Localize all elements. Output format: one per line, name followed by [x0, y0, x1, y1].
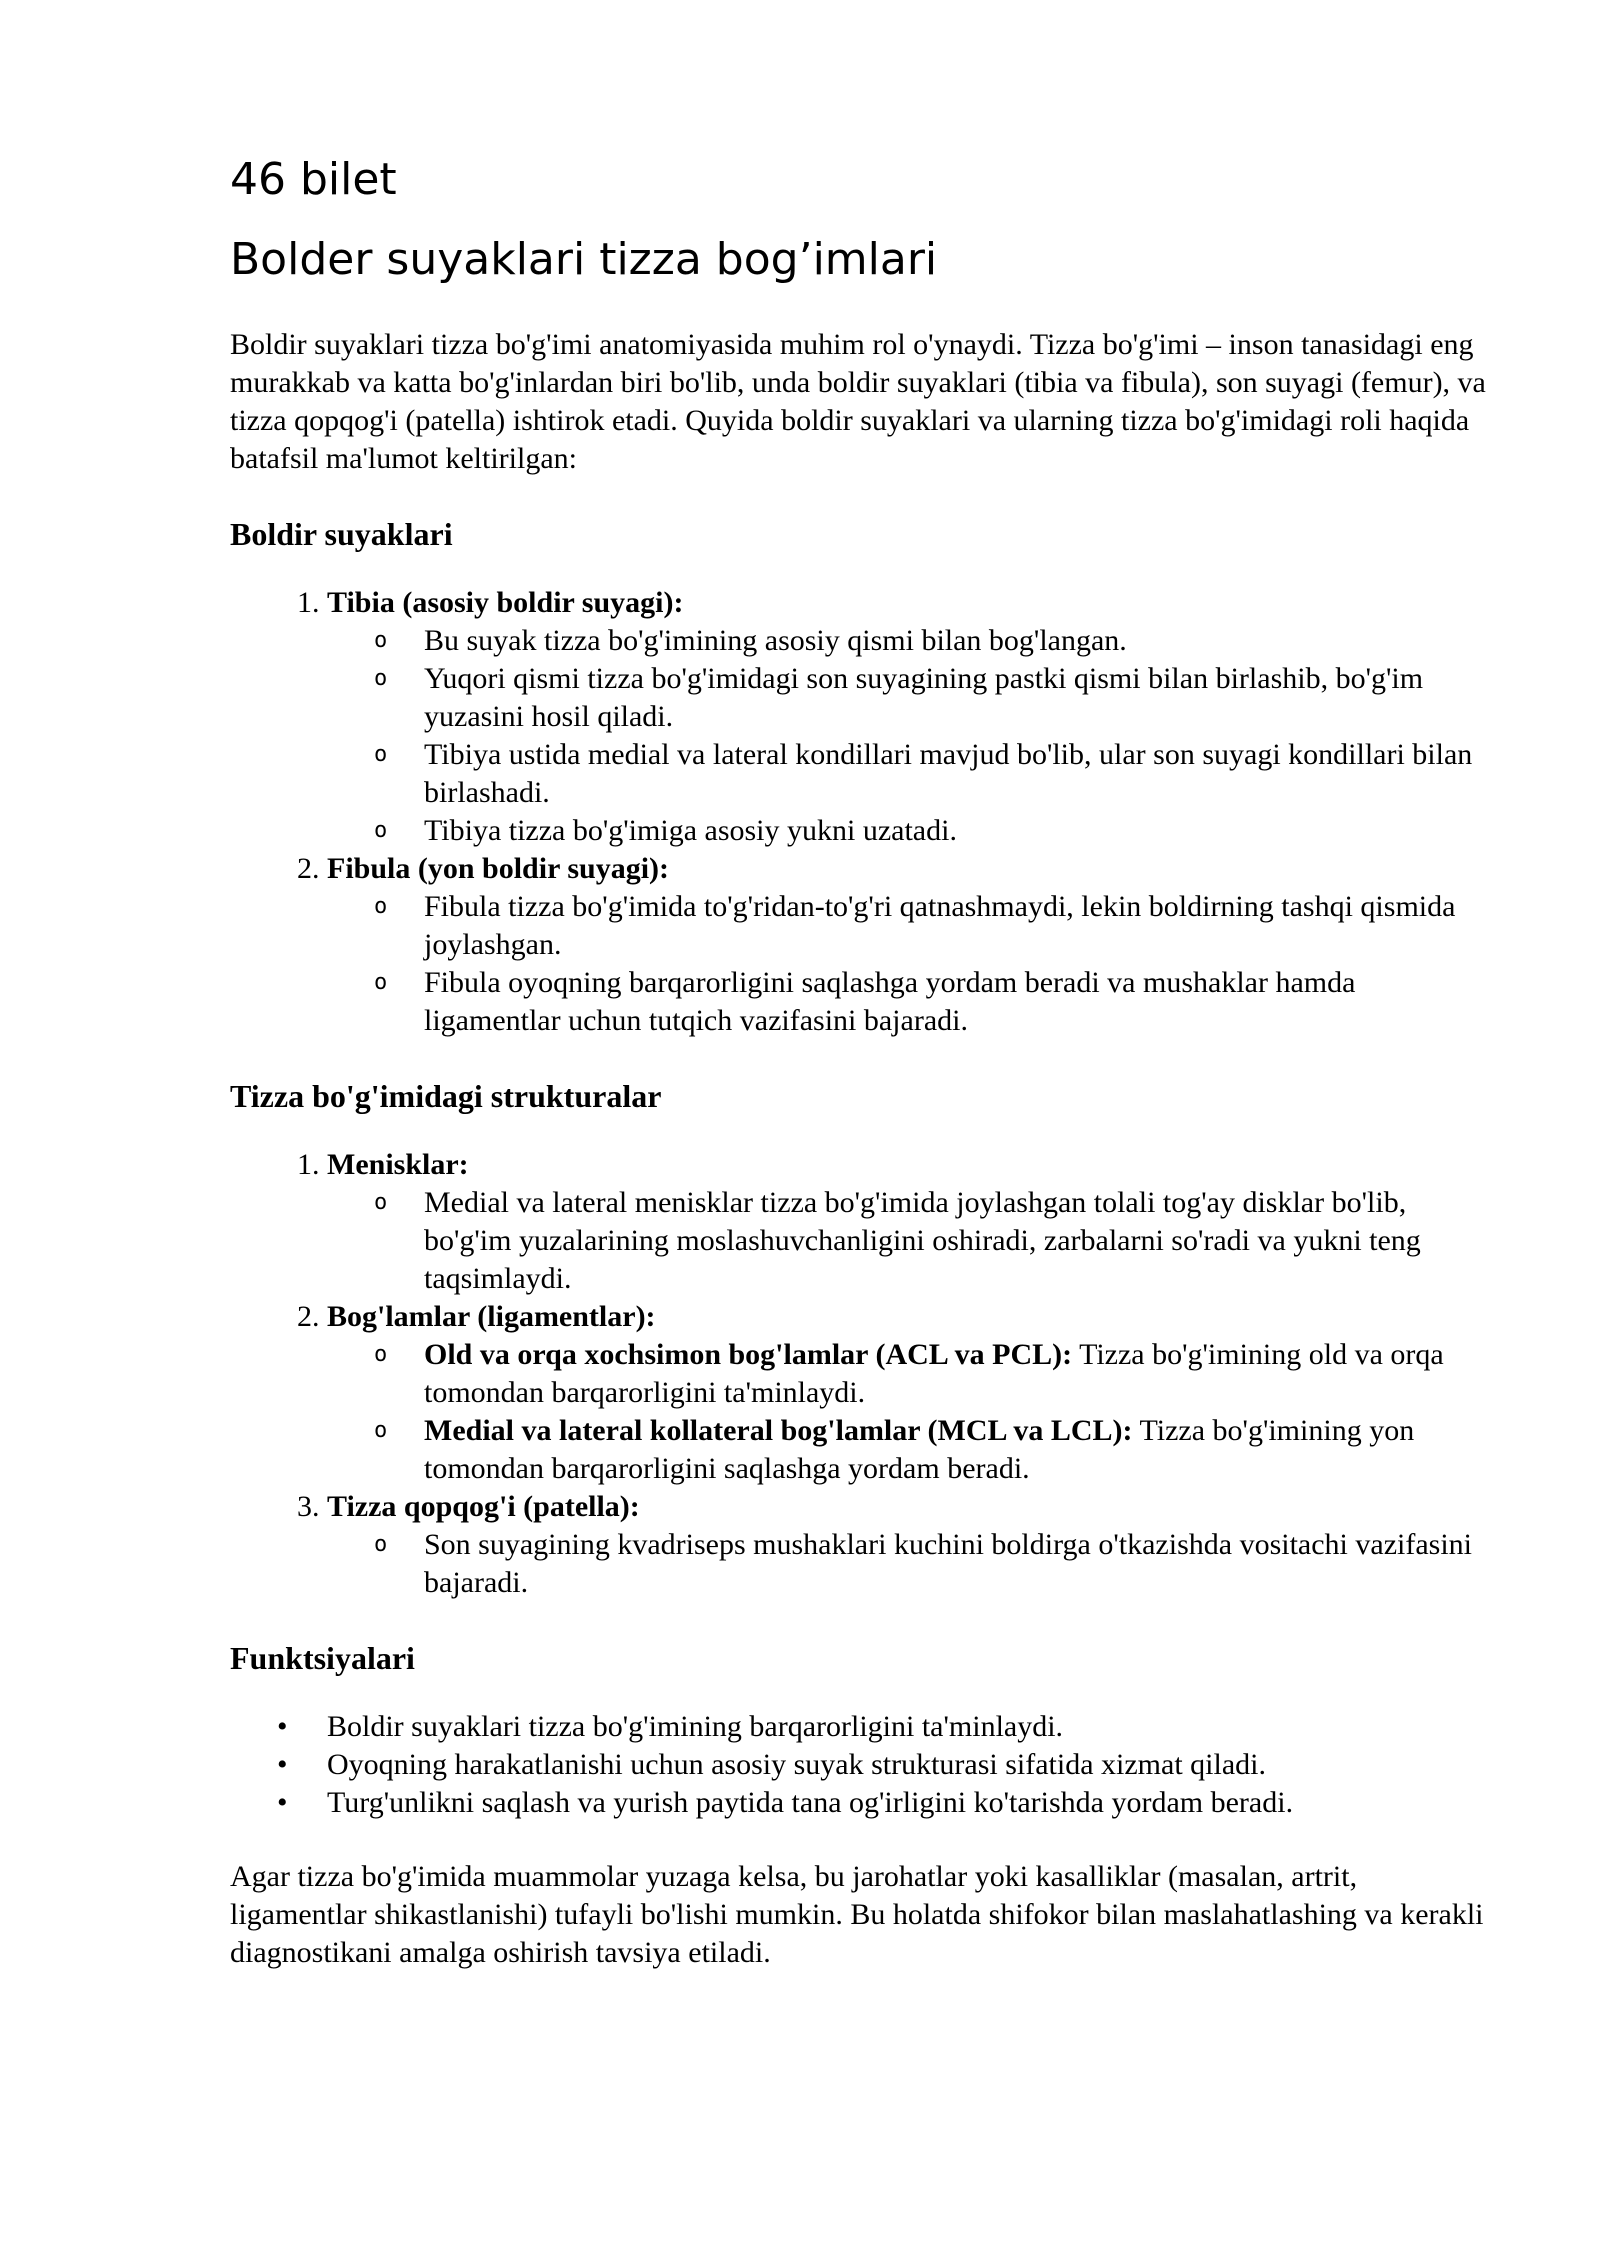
sub-list-item: o Medial va lateral menisklar tizza bo'g'imida joylashgan tolali tog'ay disklar bo'lib, bo'g'im yuzalarining moslashuvchanligini oshiradi, zarbalarni so'radi va yukni teng taqsimlaydi.	[424, 1184, 1490, 1298]
list-item	[327, 1146, 1490, 1298]
sub-list-item: o Tibiya tizza bo'g'imiga asosiy yukni uzatadi.	[424, 812, 1490, 850]
outro-paragraph: Agar tizza bo'g'imida muammolar yuzaga kelsa, bu jarohatlar yoki kasalliklar (masalan, artrit, ligamentlar shikastlanishi) tufayli bo'lishi mumkin. Bu holatda shifokor bilan maslahatlashing va kerakli diagnostikani amalga oshirish tavsiya etiladi.	[230, 1860, 1484, 1969]
sub-item-bold: Old va orqa xochsimon bog'lamlar (ACL va PCL):	[424, 1338, 1073, 1371]
sub-list	[327, 1336, 1490, 1488]
document-title: 46 bilet	[230, 154, 397, 205]
section-heading-strukturalar: Tizza bo'g'imidagi strukturalar	[230, 1078, 662, 1114]
item-label: Tibia (asosiy boldir suyagi):	[327, 586, 684, 619]
item-label: Bog'lamlar (ligamentlar):	[327, 1300, 656, 1333]
sub-list-item: o Fibula oyoqning barqarorligini saqlashga yordam beradi va mushaklar hamda ligamentlar uchun tutqich vazifasini bajaradi.	[424, 964, 1490, 1040]
strukturalar-list	[230, 1146, 1490, 1602]
funktsiyalari-list	[230, 1708, 1490, 1822]
sub-list	[327, 622, 1490, 850]
sub-list	[327, 1184, 1490, 1298]
sub-list-item: o Fibula tizza bo'g'imida to'g'ridan-to'g'ri qatnashmaydi, lekin boldirning tashqi qismida joylashgan.	[424, 888, 1490, 964]
sub-list	[327, 1526, 1490, 1602]
sub-item-text: Tizza bo'g'imining yon tomondan barqarorligini saqlashga yordam beradi.	[424, 1414, 1415, 1485]
bullet-item: • Oyoqning harakatlanishi uchun asosiy suyak strukturasi sifatida xizmat qiladi.	[327, 1746, 1490, 1784]
item-label: Tizza qopqog'i (patella):	[327, 1490, 640, 1523]
document-page	[230, 150, 1490, 1972]
list-item	[327, 1298, 1490, 1488]
sub-list	[327, 888, 1490, 1040]
item-label: Fibula (yon boldir suyagi):	[327, 852, 670, 885]
intro-paragraph: Boldir suyaklari tizza bo'g'imi anatomiyasida muhim rol o'ynaydi. Tizza bo'g'imi – inson tanasidagi eng murakkab va katta bo'g'inlardan biri bo'lib, unda boldir suyaklari (tibia va fibula), son suyagi (femur), va tizza qopqog'i (patella) ishtirok etadi. Quyida boldir suyaklari va ularning tizza bo'g'imidagi roli haqida batafsil ma'lumot keltirilgan:	[230, 328, 1486, 475]
list-item	[327, 850, 1490, 1040]
item-label: Menisklar:	[327, 1148, 469, 1181]
bullet-item: • Boldir suyaklari tizza bo'g'imining barqarorligini ta'minlaydi.	[327, 1708, 1490, 1746]
document-subtitle: Bolder suyaklari tizza bog’imlari	[230, 234, 938, 285]
sub-list-item: o Tibiya ustida medial va lateral kondillari mavjud bo'lib, ular son suyagi kondillari bilan birlashadi.	[424, 736, 1490, 812]
bullet-item: • Turg'unlikni saqlash va yurish paytida tana og'irligini ko'tarishda yordam beradi.	[327, 1784, 1490, 1822]
sub-list-item: o Yuqori qismi tizza bo'g'imidagi son suyagining pastki qismi bilan birlashib, bo'g'im yuzasini hosil qiladi.	[424, 660, 1490, 736]
sub-item-bold: Medial va lateral kollateral bog'lamlar (MCL va LCL):	[424, 1414, 1133, 1447]
boldir-list	[230, 584, 1490, 1040]
sub-list-item: o Bu suyak tizza bo'g'imining asosiy qismi bilan bog'langan.	[424, 622, 1490, 660]
section-heading-boldir: Boldir suyaklari	[230, 516, 453, 552]
section-heading-funktsiyalari: Funktsiyalari	[230, 1640, 415, 1676]
list-item	[327, 1488, 1490, 1602]
sub-list-item: o Son suyagining kvadriseps mushaklari kuchini boldirga o'tkazishda vositachi vazifasini bajaradi.	[424, 1526, 1490, 1602]
list-item	[327, 584, 1490, 850]
sub-list-item	[424, 1412, 1490, 1488]
sub-item-text: Tizza bo'g'imining old va orqa tomondan barqarorligini ta'minlaydi.	[424, 1338, 1444, 1409]
sub-list-item	[424, 1336, 1490, 1412]
